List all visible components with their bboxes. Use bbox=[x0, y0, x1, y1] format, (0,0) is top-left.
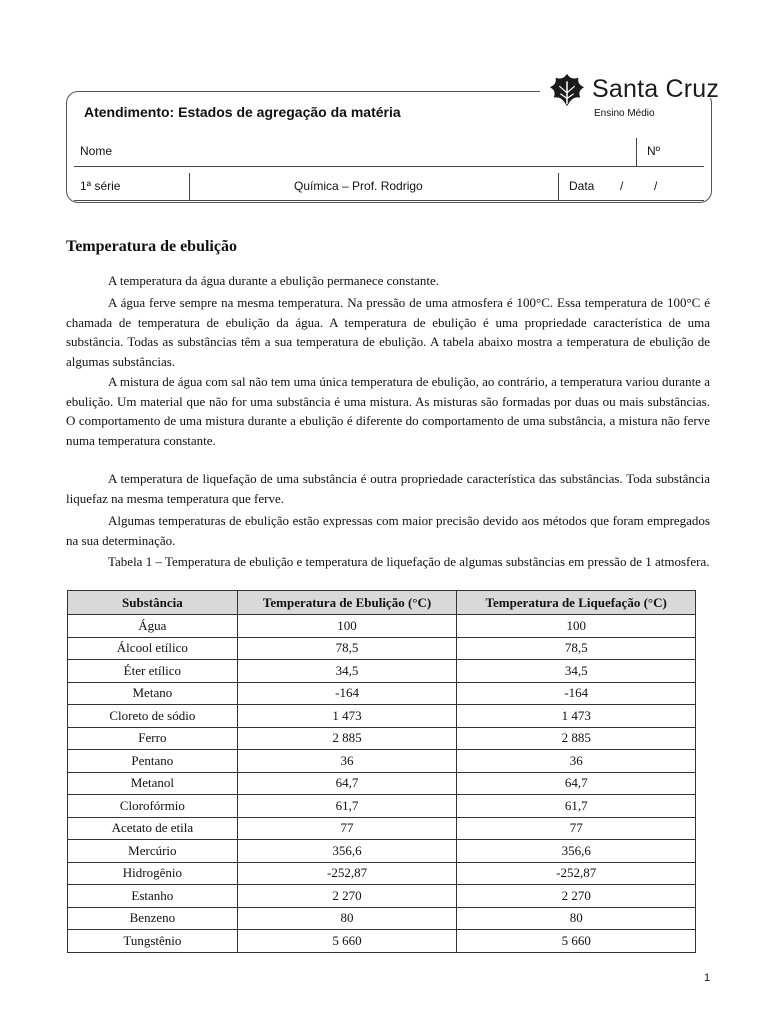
number-field[interactable]: Nº bbox=[647, 144, 661, 158]
table-row bbox=[68, 750, 696, 773]
boiling-temp-cell: 61,7 bbox=[237, 795, 457, 818]
liquefaction-temp-cell: 77 bbox=[457, 817, 696, 840]
substance-cell: Clorofórmio bbox=[68, 795, 238, 818]
date-separator-1: / bbox=[620, 179, 624, 193]
paragraph-3: A mistura de água com sal não tem uma única temperatura de ebulição, ao contrário, a temperatura variou durante a ebulição. Um material que não for uma substância é uma mistura. As misturas são formadas por duas ou mais substâncias. O comportamento de uma mistura durante a ebulição é diferente do comportamento de uma substância, a mistura não ferve numa temperatura constante. bbox=[66, 374, 710, 448]
table-row bbox=[68, 930, 696, 953]
table-row bbox=[68, 840, 696, 863]
liquefaction-temp-cell: 61,7 bbox=[457, 795, 696, 818]
liquefaction-temp-cell: 5 660 bbox=[457, 930, 696, 953]
liquefaction-temp-cell: 36 bbox=[457, 750, 696, 773]
table-row bbox=[68, 615, 696, 638]
table-row bbox=[68, 795, 696, 818]
page-number: 1 bbox=[704, 972, 711, 984]
boiling-temp-cell: 34,5 bbox=[237, 660, 457, 683]
substance-cell: Pentano bbox=[68, 750, 238, 773]
grade-divider bbox=[189, 173, 190, 201]
date-field[interactable]: Data bbox=[569, 179, 595, 193]
substance-cell: Mercúrio bbox=[68, 840, 238, 863]
table-row bbox=[68, 705, 696, 728]
boiling-point-table bbox=[67, 590, 696, 953]
leaf-icon bbox=[548, 70, 586, 108]
date-separator-2: / bbox=[654, 179, 658, 193]
header-divider-2 bbox=[74, 200, 704, 201]
substance-cell: Acetato de etila bbox=[68, 817, 238, 840]
assignment-title: Atendimento: Estados de agregação da matéria bbox=[84, 104, 401, 120]
number-divider bbox=[636, 138, 637, 166]
liquefaction-temp-cell: 356,6 bbox=[457, 840, 696, 863]
boiling-temp-cell: -252,87 bbox=[237, 862, 457, 885]
boiling-temp-cell: 1 473 bbox=[237, 705, 457, 728]
substance-cell: Éter etílico bbox=[68, 660, 238, 683]
column-header: Temperatura de Ebulição (°C) bbox=[237, 591, 457, 615]
table-caption: Tabela 1 – Temperatura de ebulição e temperatura de liquefação de algumas substâncias em pressão de 1 atmosfera. bbox=[108, 554, 710, 569]
table-row bbox=[68, 727, 696, 750]
subject-label: Química – Prof. Rodrigo bbox=[294, 179, 423, 193]
liquefaction-temp-cell: 100 bbox=[457, 615, 696, 638]
boiling-temp-cell: 80 bbox=[237, 907, 457, 930]
brand-subtitle: Ensino Médio bbox=[594, 108, 655, 119]
substance-cell: Metano bbox=[68, 682, 238, 705]
column-header: Substância bbox=[68, 591, 238, 615]
liquefaction-temp-cell: 64,7 bbox=[457, 772, 696, 795]
grade-label: 1ª série bbox=[80, 179, 121, 193]
boiling-temp-cell: 2 270 bbox=[237, 885, 457, 908]
liquefaction-temp-cell: 78,5 bbox=[457, 637, 696, 660]
substance-cell: Água bbox=[68, 615, 238, 638]
table-row bbox=[68, 682, 696, 705]
substance-cell: Estanho bbox=[68, 885, 238, 908]
table-row bbox=[68, 907, 696, 930]
table-row bbox=[68, 772, 696, 795]
boiling-temp-cell: 78,5 bbox=[237, 637, 457, 660]
name-field[interactable]: Nome bbox=[80, 144, 113, 158]
paragraph-1: A temperatura da água durante a ebulição permanece constante. bbox=[108, 273, 439, 288]
boiling-temp-cell: 100 bbox=[237, 615, 457, 638]
table-header-row bbox=[68, 591, 696, 615]
liquefaction-temp-cell: 80 bbox=[457, 907, 696, 930]
brand-name: Santa Cruz bbox=[592, 74, 720, 103]
liquefaction-temp-cell: -164 bbox=[457, 682, 696, 705]
boiling-temp-cell: 5 660 bbox=[237, 930, 457, 953]
liquefaction-temp-cell: 1 473 bbox=[457, 705, 696, 728]
boiling-temp-cell: 2 885 bbox=[237, 727, 457, 750]
substance-cell: Benzeno bbox=[68, 907, 238, 930]
paragraph-5: Algumas temperaturas de ebulição estão expressas com maior precisão devido aos métodos que foram empregados na sua determinação. bbox=[66, 513, 710, 548]
substance-cell: Álcool etílico bbox=[68, 637, 238, 660]
column-header: Temperatura de Liquefação (°C) bbox=[457, 591, 696, 615]
date-divider bbox=[558, 173, 559, 201]
boiling-temp-cell: -164 bbox=[237, 682, 457, 705]
table-row bbox=[68, 817, 696, 840]
liquefaction-temp-cell: 2 885 bbox=[457, 727, 696, 750]
boiling-temp-cell: 36 bbox=[237, 750, 457, 773]
liquefaction-temp-cell: 34,5 bbox=[457, 660, 696, 683]
header-divider-1 bbox=[74, 166, 704, 167]
substance-cell: Ferro bbox=[68, 727, 238, 750]
substance-cell: Metanol bbox=[68, 772, 238, 795]
paragraph-2: A água ferve sempre na mesma temperatura. Na pressão de uma atmosfera é 100°C. Essa temperatura de 100°C é chamada de temperatura de ebulição da água. A temperatura de ebulição é uma propriedade característica de uma substância. Todas as substâncias têm a sua temperatura de ebulição. A tabela abaixo mostra a temperatura de ebulição de algumas substâncias. bbox=[66, 295, 710, 369]
substance-cell: Cloreto de sódio bbox=[68, 705, 238, 728]
brand-logo bbox=[548, 70, 719, 108]
section-title: Temperatura de ebulição bbox=[66, 238, 237, 255]
substance-cell: Hidrogênio bbox=[68, 862, 238, 885]
table-row bbox=[68, 637, 696, 660]
substance-cell: Tungstênio bbox=[68, 930, 238, 953]
boiling-temp-cell: 64,7 bbox=[237, 772, 457, 795]
paragraph-4: A temperatura de liquefação de uma substância é outra propriedade característica das substâncias. Toda substância liquefaz na mesma temperatura que ferve. bbox=[66, 471, 710, 506]
liquefaction-temp-cell: 2 270 bbox=[457, 885, 696, 908]
boiling-temp-cell: 356,6 bbox=[237, 840, 457, 863]
table-row bbox=[68, 660, 696, 683]
table-row bbox=[68, 862, 696, 885]
boiling-temp-cell: 77 bbox=[237, 817, 457, 840]
table-row bbox=[68, 885, 696, 908]
liquefaction-temp-cell: -252,87 bbox=[457, 862, 696, 885]
